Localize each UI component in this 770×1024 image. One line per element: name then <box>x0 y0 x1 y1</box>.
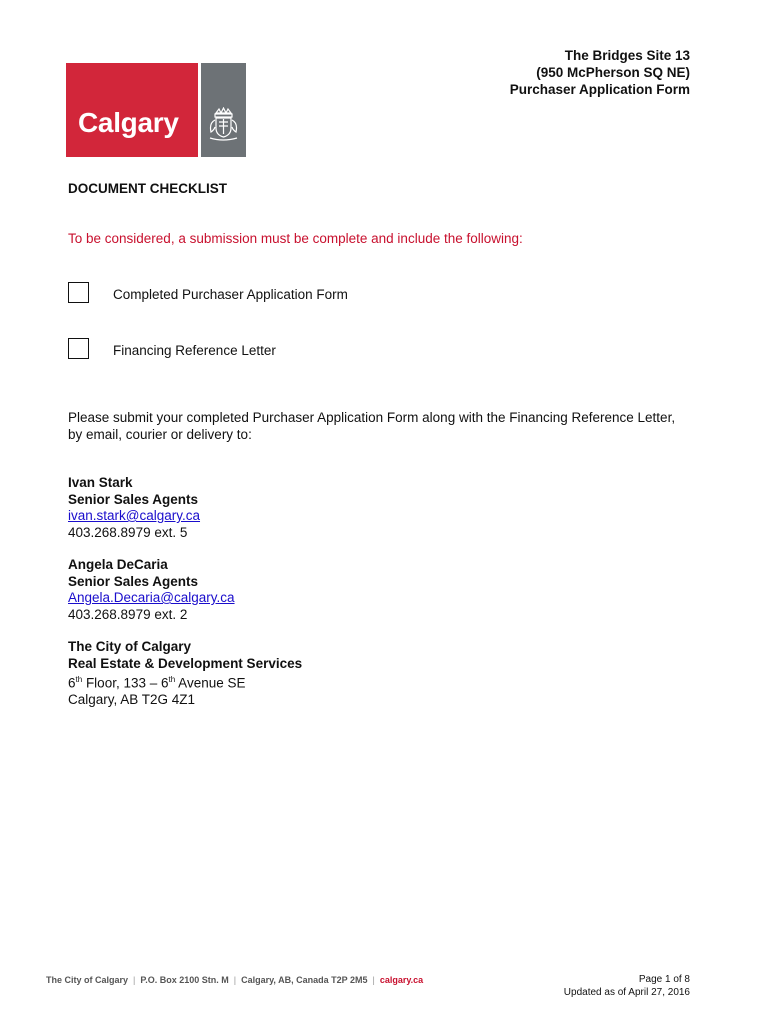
office-dept: Real Estate & Development Services <box>68 655 303 671</box>
submission-instructions: Please submit your completed Purchaser Application Form along with the Financing Reference Letter, by email, courier or delivery to: <box>68 410 676 442</box>
header-address: (950 McPherson SQ NE) <box>536 65 690 80</box>
footer-page-info <box>564 973 690 999</box>
contact-block <box>68 557 235 623</box>
office-org: The City of Calgary <box>68 639 192 654</box>
header-form-name: Purchaser Application Form <box>509 82 690 97</box>
calgary-logo <box>66 63 198 157</box>
office-city: Calgary, AB T2G 4Z1 <box>68 692 196 707</box>
city-crest-icon <box>205 107 242 143</box>
contact-phone: 403.268.8979 ext. 2 <box>68 606 188 622</box>
contact-phone: 403.268.8979 ext. 5 <box>68 524 188 540</box>
footer-org: The City of Calgary <box>46 975 129 985</box>
checkbox-application-form[interactable] <box>68 282 89 303</box>
header-site: The Bridges Site 13 <box>564 48 690 63</box>
footer-po-box: P.O. Box 2100 Stn. M <box>140 975 229 985</box>
page-number: Page 1 of 8 <box>638 974 690 985</box>
contact-name: Ivan Stark <box>68 475 133 490</box>
office-street: 6th Floor, 133 – 6th Avenue SE <box>68 675 246 691</box>
checklist-title: DOCUMENT CHECKLIST <box>68 181 227 196</box>
document-header <box>510 47 690 98</box>
logo-wordmark: Calgary <box>78 107 179 138</box>
contact-email-link[interactable]: Angela.Decaria@calgary.ca <box>68 590 235 605</box>
contact-name: Angela DeCaria <box>68 557 168 572</box>
footer-city: Calgary, AB, Canada T2P 2M5 <box>241 975 368 985</box>
contact-title: Senior Sales Agents <box>68 573 199 589</box>
footer-address: The City of Calgary | P.O. Box 2100 Stn. M | Calgary, AB, Canada T2P 2M5 | calgary.ca <box>46 975 424 985</box>
contact-block <box>68 475 200 541</box>
updated-date: Updated as of April 27, 2016 <box>563 987 690 998</box>
contact-title: Senior Sales Agents <box>68 491 199 507</box>
checkbox-financing-letter[interactable] <box>68 338 89 359</box>
office-address-block <box>68 639 302 709</box>
checklist-item-label: Financing Reference Letter <box>113 343 276 358</box>
checklist-intro: To be considered, a submission must be complete and include the following: <box>68 231 523 246</box>
checklist-item-label: Completed Purchaser Application Form <box>113 287 348 302</box>
contact-email-link[interactable]: ivan.stark@calgary.ca <box>68 508 201 523</box>
footer-website[interactable]: calgary.ca <box>379 975 424 985</box>
logo-crest-panel <box>201 63 246 157</box>
